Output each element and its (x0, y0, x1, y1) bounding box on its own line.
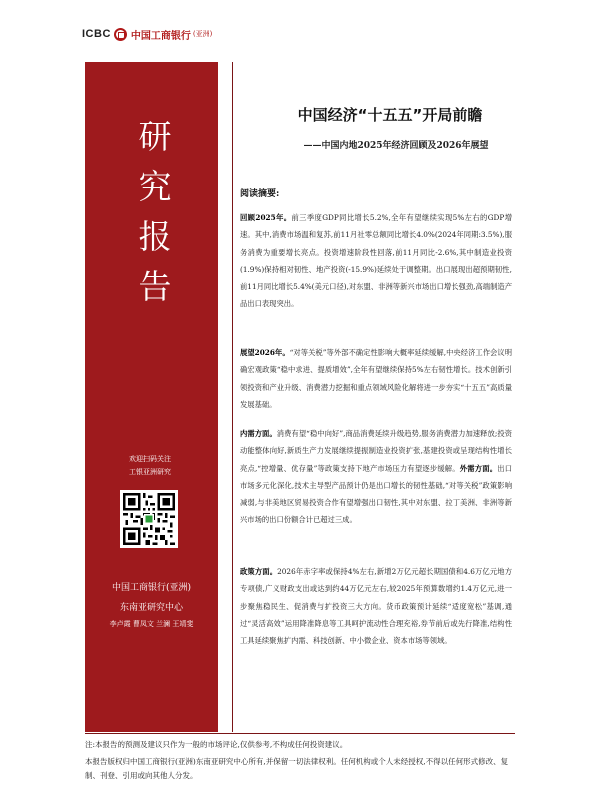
logo-icbc-text: ICBC (82, 28, 111, 40)
abstract-label: 阅读摘要: (240, 189, 280, 199)
footer-copyright: 本报告版权归中国工商银行(亚洲)东南亚研究中心所有,并保留一切法律权利。任何机构或个人未经授权,不得以任何形式修改、复制、刊登、引用或向其他人分发。 (85, 757, 509, 780)
paragraph-text: 消费有望“稳中向好”,商品消费延续升级趋势,服务消费潜力加速释放;投资动能整体向好,新质生产力发展继续提振制造业投资扩张,基建投资或呈现结构性增长亮点,“控增量、优存量”等政策支持下地产市场压力有望逐步缓解。 (240, 429, 512, 473)
paragraph-text: 2026年赤字率或保持4%左右,新增2万亿元超长期国债和4.6万亿元地方专项债,广义财政支出或达到约44万亿元左右,较2025年预算数增约1.4万亿元,进一步聚焦稳民生、促消费与扩投资三大方向。货币政策预计延续“适度宽松”基调,通过“灵活高效”运用降准降息等工具呵护流动性合理充裕,券节前后或先行降准,结构性工具延续聚焦扩内需、科技创新、中小微企业、资本市场等领域。 (240, 567, 512, 646)
authors: 李卢霞 曹凤文 兰澜 王靖斐 (109, 620, 194, 628)
department-name: 东南亚研究中心 (119, 603, 183, 613)
qr-caption-line1: 欢迎扫码关注 (129, 455, 171, 463)
page-header (0, 0, 600, 62)
page-title: 中国经济“十五五”开局前瞻 (297, 106, 483, 124)
qr-code-icon[interactable] (120, 490, 178, 548)
icbc-logo (82, 26, 212, 42)
vertical-divider (232, 62, 233, 732)
paragraph-lead: 展望2026年。 (240, 348, 290, 357)
paragraph-review-2025 (240, 209, 512, 331)
paragraph-policy (240, 563, 512, 673)
title-char: 研 (138, 117, 172, 156)
paragraph-text-external: 出口市场多元化深化,技术主导型产品预计仍是出口增长的韧性基础,“对等关税”政策影响减弱,与非美地区贸易投资合作有望增强出口韧性,其中对东盟、拉丁美洲、非洲等新兴市场的出口份额合计已超过三成。 (240, 463, 512, 525)
footer-divider (85, 733, 515, 734)
logo-region: (亚洲) (192, 30, 213, 38)
qr-caption (105, 453, 195, 479)
paragraph-text: “对等关税”等外部不确定性影响大概率延续缓解,中央经济工作会议明确宏观政策“稳中求进、提质增效”,全年有望继续保持5%左右韧性增长。技术创新引领投资和产业升级、消费潜力挖掘和重点领域风险化解将进一步夯实“十五五”高质量发展基础。 (240, 348, 512, 409)
paragraph-lead: 内需方面。 (240, 429, 277, 438)
paragraph-lead: 政策方面。 (240, 567, 278, 576)
page-subtitle: ——中国内地2025年经济回顾及2026年展望 (303, 141, 489, 151)
logo-bank-name: 中国工商银行 (130, 30, 191, 42)
title-char: 报 (138, 217, 172, 256)
bank-name: 中国工商银行(亚洲) (111, 583, 192, 593)
paragraph-lead-external: 外需方面。 (459, 463, 498, 473)
qr-code-graphic (123, 493, 175, 545)
paragraph-text: 前三季度GDP同比增长5.2%,全年有望继续实现5%左右的GDP增速。其中,消费市场温和复苏,前11月社零总额同比增长4.0%(2024年同期:3.5%),服务消费为重要增长亮点。投资增速阶段性回落,前11月同比-2.6%,其中制造业投资(1.9%)保持相对韧性、地产投资(-15.9%)延续处于调整期。出口展现出超预期韧性,前11月同比增长5.4%(美元口径),对东盟、非洲等新兴市场出口增长强劲,高端制造产品出口表现突出。 (240, 213, 512, 309)
paragraph-lead: 回顾2025年。 (240, 213, 292, 222)
qr-caption-line2: 工银亚洲研究 (129, 468, 171, 476)
paragraph-demand (240, 425, 512, 561)
title-char: 究 (138, 167, 172, 206)
footer-disclaimer: 注:本报告的预测及建议只作为一般的市场评论,仅供参考,不构成任何投资建议。 (85, 740, 348, 749)
paragraph-outlook-2026 (240, 344, 512, 420)
icbc-emblem-icon (114, 28, 127, 41)
report-type-title (135, 112, 175, 312)
title-char: 告 (138, 267, 172, 306)
